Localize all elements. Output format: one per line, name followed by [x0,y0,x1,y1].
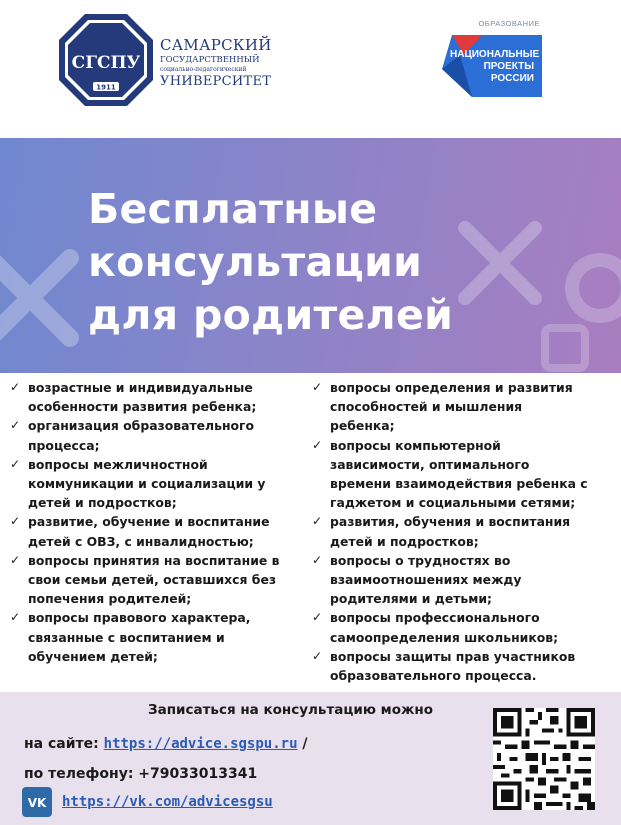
phone-line: по телефону: +79033013341 [24,766,258,782]
list-item: ✓ вопросы защиты прав участников образовательного процесса. [312,648,576,684]
university-name-line2: ГОСУДАРСТВЕННЫЙ [160,55,260,65]
university-name-line1: САМАРСКИЙ [160,36,272,54]
list-item: ✓ вопросы принятия на воспитание в свои семьи детей, оставшихся без попечения родителей; [10,552,280,607]
check-icon: ✓ [312,514,323,529]
banner-title-line1: Бесплатные [88,185,378,233]
logo-text: СГСПУ [71,53,141,73]
list-item: ✓ вопросы о трудностях во взаимоотношениях между родителями и детьми; [312,552,522,607]
topics-left-column [10,378,302,666]
contact-footer [0,692,621,825]
check-icon: ✓ [10,456,21,471]
list-item: ✓ вопросы определения и развития способностей и мышления ребенка; [312,380,573,434]
logo-year: 1911 [96,83,116,92]
square-decoration [540,323,590,373]
list-item: ✓ организация образовательного процесса; [10,418,255,453]
svg-text:VK: VK [27,796,47,809]
check-icon: ✓ [10,514,21,529]
site-link[interactable]: https://advice.sgspu.ru [103,736,298,752]
banner-title-line3: для родителей [88,291,454,339]
university-logo [57,12,155,108]
check-icon: ✓ [10,380,21,394]
banner-title [88,183,453,342]
list-item: ✓ возрастные и индивидуальные особенности развития ребенка; [10,380,257,415]
np-line3: РОССИИ [490,73,534,84]
list-item: ✓ развития, обучения и воспитания детей и подростков; [312,514,571,549]
vk-line [22,787,273,817]
list-item: ✓ вопросы правового характера, связанные с воспитанием и обучением детей; [10,610,251,664]
vk-link[interactable]: https://vk.com/advicesgsu [62,794,273,810]
national-projects-logo [432,9,552,105]
list-item: ✓ вопросы профессионального самоопределения школьников; [312,610,559,645]
list-item: ✓ вопросы межличностной коммуникации и социализации у детей и подростков; [10,456,266,511]
topics-right-column [312,378,616,685]
header [0,0,621,138]
list-item: ✓ вопросы компьютерной зависимости, оптимального времени взаимодействия ребенка с гаджетом и социальными сетями; [312,437,588,511]
check-icon: ✓ [312,610,323,625]
cross-decoration-left [0,238,90,358]
national-projects-text [450,49,540,85]
check-icon: ✓ [312,437,323,452]
circle-decoration [560,248,621,328]
topics-section [0,374,621,692]
cross-decoration-right [455,218,545,308]
check-icon: ✓ [10,552,21,567]
check-icon: ✓ [312,648,323,663]
np-line1: НАЦИОНАЛЬНЫЕ [450,49,540,60]
signup-title: Записаться на консультацию можно [148,702,434,718]
hero-banner [0,138,621,373]
np-line2: ПРОЕКТЫ [483,61,534,72]
banner-title-line2: консультации [88,238,423,286]
list-item: ✓ развитие, обучение и воспитание детей с ОВЗ, с инвалидностью; [10,514,270,549]
check-icon: ✓ [10,610,21,625]
check-icon: ✓ [10,418,21,433]
university-name [160,38,272,88]
qr-code[interactable] [493,708,595,810]
check-icon: ✓ [312,552,323,567]
university-name-line4: УНИВЕРСИТЕТ [160,73,272,89]
education-label: ОБРАЗОВАНИЕ [478,19,540,28]
university-name-line3: социально-педагогический [160,65,247,73]
site-label: на сайте: [24,736,104,752]
vk-icon[interactable] [22,787,52,817]
site-suffix: / [297,736,308,752]
check-icon: ✓ [312,380,323,394]
site-line [24,736,308,752]
